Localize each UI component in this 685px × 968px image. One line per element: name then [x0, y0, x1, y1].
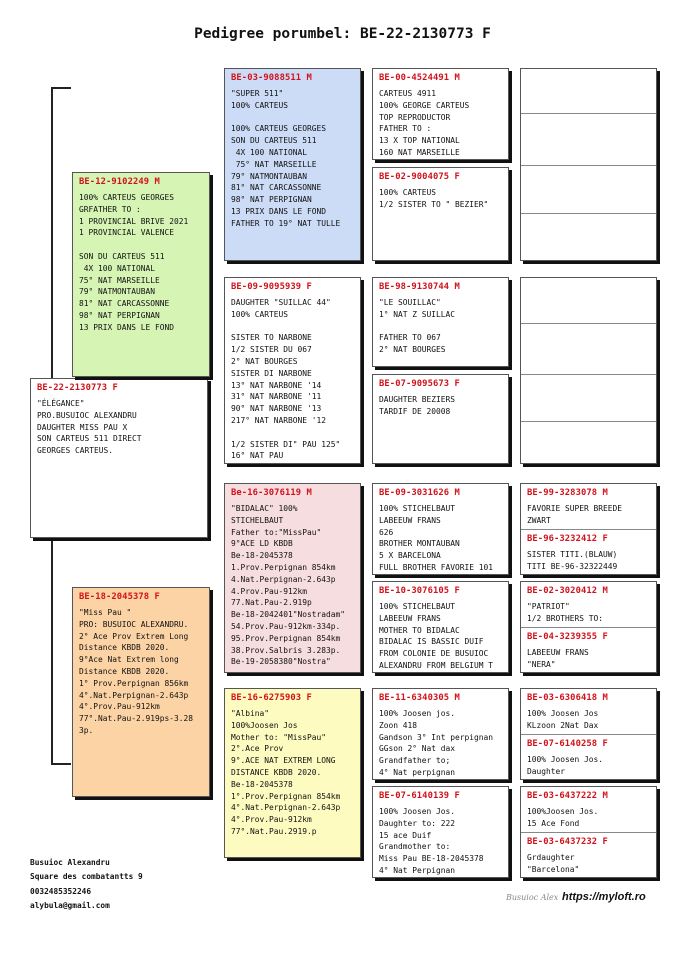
breeder-email[interactable]: alybula@gmail.com [30, 901, 110, 911]
empty-ancestor-card[interactable] [520, 277, 657, 464]
ring-number: BE-02-3020412 M [527, 586, 608, 596]
breeder-name: Busuioc Alexandru [30, 858, 110, 867]
pigeon-description: 100% Joosen Jos KLzoon 2Nat Dax [527, 709, 599, 730]
pigeon-description: 100% Joosen Jos. Daughter [527, 755, 604, 776]
subject-card[interactable] [30, 378, 208, 538]
ancestor-pair-card[interactable] [520, 786, 657, 878]
granddam-maternal-card[interactable] [224, 688, 361, 858]
ring-number: BE-07-6140139 F [379, 791, 460, 801]
pigeon-description: 100% CARTEUS 1/2 SISTER TO " BEZIER" [379, 188, 489, 209]
grandsire-paternal-card[interactable] [224, 68, 361, 261]
ring-number: BE-07-6140258 F [527, 739, 608, 749]
ring-number: BE-11-6340305 M [379, 693, 460, 703]
pigeon-description: FAVORIE SUPER BREEDE ZWART [527, 504, 623, 525]
website-link[interactable]: https://myloft.ro [562, 891, 646, 903]
page-title: Pedigree porumbel: BE-22-2130773 F [194, 26, 491, 42]
pigeon-description: "SUPER 511" 100% CARTEUS 100% CARTEUS GEORGES SON DU CARTEUS 511 4X 100 NATIONAL 75° NAT MARSEILLE 79° NATMONTAUBAN 81° NAT CARCASSONNE 98° NAT PERPIGNAN 13 PRIX DANS LE FOND FATHER TO 19° NAT TULLE [231, 89, 341, 228]
ring-number: BE-03-6306418 M [527, 693, 608, 703]
pigeon-description: "LE SOUILLAC" 1° NAT Z SUILLAC FATHER TO 067 2° NAT BOURGES [379, 298, 456, 355]
dam-card[interactable] [72, 587, 210, 797]
ring-number: BE-99-3283078 M [527, 488, 608, 498]
ancestor-pair-card[interactable] [520, 483, 657, 575]
pigeon-description: DAUGHTER BEZIERS TARDIF DE 20008 [379, 395, 456, 416]
pigeon-description: 100% Joosen Jos. Daughter to: 222 15 ace Duif Grandmother to: Miss Pau BE-18-2045378 4° Nat Perpignan [379, 807, 484, 875]
great-grandparent-card[interactable] [372, 374, 509, 464]
pigeon-description: CARTEUS 4911 100% GEORGE CARTEUS TOP REPRODUCTOR FATHER TO : 13 X TOP NATIONAL 160 NAT MARSEILLE [379, 89, 470, 157]
ring-number: BE-02-9004075 F [379, 172, 460, 182]
sire-card[interactable] [72, 172, 210, 377]
divider [521, 113, 656, 114]
ring-number: BE-04-3239355 F [527, 632, 608, 642]
pigeon-description: "ÉLÉGANCE" PRO.BUSUIOC ALEXANDRU DAUGHTER MISS PAU X SON CARTEUS 511 DIRECT GEORGES CARTEUS. [37, 399, 142, 456]
divider [521, 323, 656, 324]
breeder-phone: 0032485352246 [30, 886, 92, 896]
ancestor-pair-card[interactable] [520, 581, 657, 673]
pigeon-description: DAUGHTER "SUILLAC 44" 100% CARTEUS SISTER TO NARBONE 1/2 SISTER DU 067 2° NAT BOURGES SISTER DI NARBONE 13° NAT NARBONE '14 31° NAT NARBONE '11 90° NAT NARBONE '13 217° NAT NARBONE '12 1/2 SISTER DI" PAU 125" 16° NAT PAU [231, 298, 341, 461]
pigeon-description: LABEEUW FRANS "NERA" [527, 648, 589, 669]
pigeon-description: 100% Joosen jos. Zoon 418 Gandson 3° Int perpignan GGson 2° Nat dax Grandfather to; 4° Nat perpignan [379, 709, 494, 777]
granddam-paternal-card[interactable] [224, 277, 361, 464]
ring-number: BE-03-6437222 M [527, 791, 608, 801]
breeder-contact [30, 856, 143, 914]
great-grandparent-card[interactable] [372, 483, 509, 575]
ring-number: BE-18-2045378 F [79, 592, 160, 602]
ring-number: Be-16-3076119 M [231, 488, 312, 498]
ring-number: BE-07-9095673 F [379, 379, 460, 389]
pigeon-description: 100% STICHELBAUT LABEEUW FRANS 626 BROTHER MONTAUBAN 5 X BARCELONA FULL BROTHER FAVORIE 101 [379, 504, 494, 572]
connector [51, 763, 71, 765]
grandsire-maternal-card[interactable] [224, 483, 361, 673]
great-grandparent-card[interactable] [372, 786, 509, 878]
great-grandparent-card[interactable] [372, 167, 509, 261]
great-grandparent-card[interactable] [372, 277, 509, 367]
ring-number: BE-22-2130773 F [37, 383, 118, 393]
great-grandparent-card[interactable] [372, 688, 509, 780]
great-grandparent-card[interactable] [372, 581, 509, 673]
ring-number: BE-16-6275903 F [231, 693, 312, 703]
pigeon-description: 100% STICHELBAUT LABEEUW FRANS MOTHER TO BIDALAC BIDALAC IS BASSIC DUIF FROM COLONIE DE BUSUIOC ALEXANDRU FROM BELGIUM T [379, 602, 494, 670]
ring-number: BE-03-9088511 M [231, 73, 312, 83]
divider [521, 374, 656, 375]
ring-number: BE-03-6437232 F [527, 837, 608, 847]
pigeon-description: "BIDALAC" 100% STICHELBAUT Father to:"MissPau" 9°ACE LD KBDB Be-18-2045378 1.Prov.Perpignan 854km 4.Nat.Perpignan-2.643p 4.Prov.Pau-912km 77.Nat.Pau-2.919p Be-18-2042401"Nostradam" 54.Prov.Pau-912km-334p. 95.Prov.Perpignan 854km 38.Prov.Salbris 3.283p. Be-19-2058380"Nostra" [231, 504, 346, 667]
pigeon-description: 100% CARTEUS GEORGES GRFATHER TO : 1 PROVINCIAL BRIVE 2021 1 PROVINCIAL VALENCE SON DU CARTEUS 511 4X 100 NATIONAL 75° NAT MARSEILLE 79° NATMONTAUBAN 81° NAT CARCASSONNE 98° NAT PERPIGNAN 13 PRIX DANS LE FOND [79, 193, 189, 332]
ring-number: BE-98-9130744 M [379, 282, 460, 292]
signature: Busuioc Alex [506, 893, 559, 902]
divider [521, 421, 656, 422]
divider [521, 165, 656, 166]
pigeon-description: 100%Joosen Jos. 15 Ace Fond [527, 807, 599, 828]
divider [521, 213, 656, 214]
ring-number: BE-10-3076105 F [379, 586, 460, 596]
empty-ancestor-card[interactable] [520, 68, 657, 261]
connector [51, 87, 53, 378]
breeder-address: Square des combatantts 9 [30, 872, 143, 882]
ring-number: BE-96-3232412 F [527, 534, 608, 544]
ancestor-pair-card[interactable] [520, 688, 657, 780]
pigeon-description: Grdaughter "Barcelona" [527, 853, 580, 874]
pigeon-description: "Albina" 100%Joosen Jos Mother to: "MissPau" 2°.Ace Prov 9°.ACE NAT EXTREM LONG DISTANCE KBDB 2020. Be-18-2045378 1°.Prov.Perpignan 854km 4°.Nat.Perpignan-2.643p 4°.Prov.Pau-912km 77°.Nat.Pau.2919.p [231, 709, 341, 836]
ring-number: BE-00-4524491 M [379, 73, 460, 83]
pigeon-description: "PATRIOT" 1/2 BROTHERS TO: [527, 602, 604, 623]
ring-number: BE-09-9095939 F [231, 282, 312, 292]
connector [51, 538, 53, 765]
great-grandparent-card[interactable] [372, 68, 509, 160]
pigeon-description: "Miss Pau " PRO: BUSUIOC ALEXANDRU. 2° Ace Prov Extrem Long Distance KBDB 2020. 9°Ace Nat Extrem long Distance KBDB 2020. 1° Prov.Perpignan 856km 4°.Nat.Perpignan-2.643p 4°.Prov.Pau-912km 77°.Nat.Pau-2.919ps-3.28 3p. [79, 608, 194, 735]
ring-number: BE-12-9102249 M [79, 177, 160, 187]
ring-number: BE-09-3031626 M [379, 488, 460, 498]
connector [51, 87, 71, 89]
pigeon-description: SISTER TITI.(BLAUW) TITI BE-96-32322449 [527, 550, 618, 571]
